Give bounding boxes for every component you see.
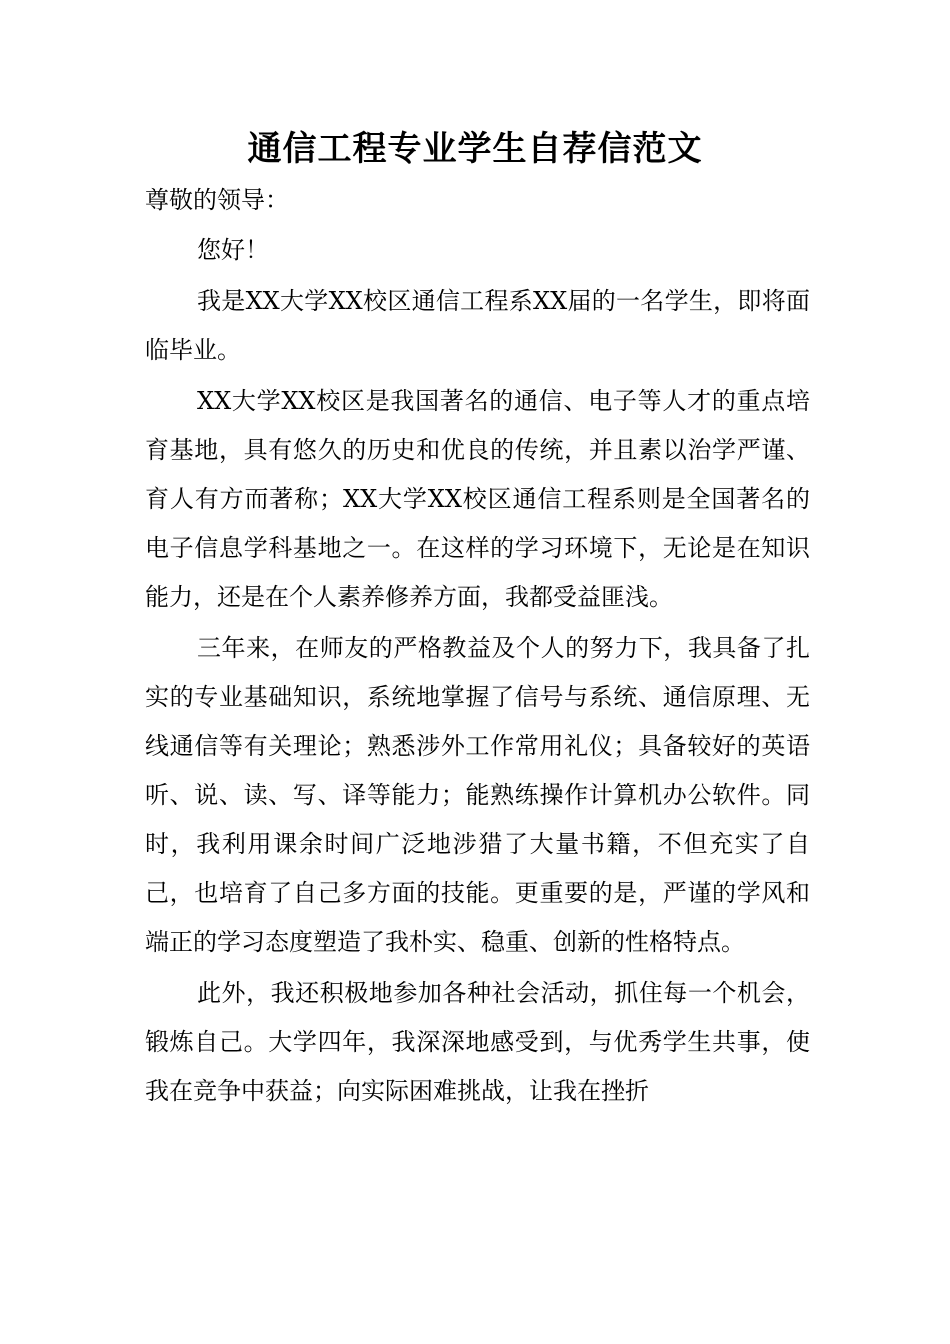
letter-body (145, 277, 810, 1118)
salutation: 尊敬的领导： (145, 186, 289, 214)
document-title: 通信工程专业学生自荐信范文 (247, 129, 703, 169)
paragraph-university: XX大学XX校区是我国著名的通信、电子等人才的重点培育基地，具有悠久的历史和优良的传统，并且素以治学严谨、育人有方而著称；XX大学XX校区通信工程系则是全国著名的电子信息学科基地之一。在这样的学习环境下，无论是在知识能力，还是在个人素养修养方面，我都受益匪浅。 (145, 387, 810, 611)
paragraph-activities: 此外，我还积极地参加各种社会活动，抓住每一个机会，锻炼自己。大学四年，我深深地感受到，与优秀学生共事，使我在竞争中获益；向实际困难挑战，让我在挫折 (145, 979, 810, 1105)
greeting: 您好！ (197, 236, 269, 264)
paragraph-intro: 我是XX大学XX校区通信工程系XX届的一名学生，即将面临毕业。 (145, 287, 810, 364)
paragraph-skills: 三年来，在师友的严格教益及个人的努力下，我具备了扎实的专业基础知识，系统地掌握了信号与系统、通信原理、无线通信等有关理论；熟悉涉外工作常用礼仪；具备较好的英语听、说、读、写、译等能力；能熟练操作计算机办公软件。同时，我利用课余时间广泛地涉猎了大量书籍，不但充实了自己，也培育了自己多方面的技能。更重要的是，严谨的学风和端正的学习态度塑造了我朴实、稳重、创新的性格特点。 (145, 634, 810, 956)
